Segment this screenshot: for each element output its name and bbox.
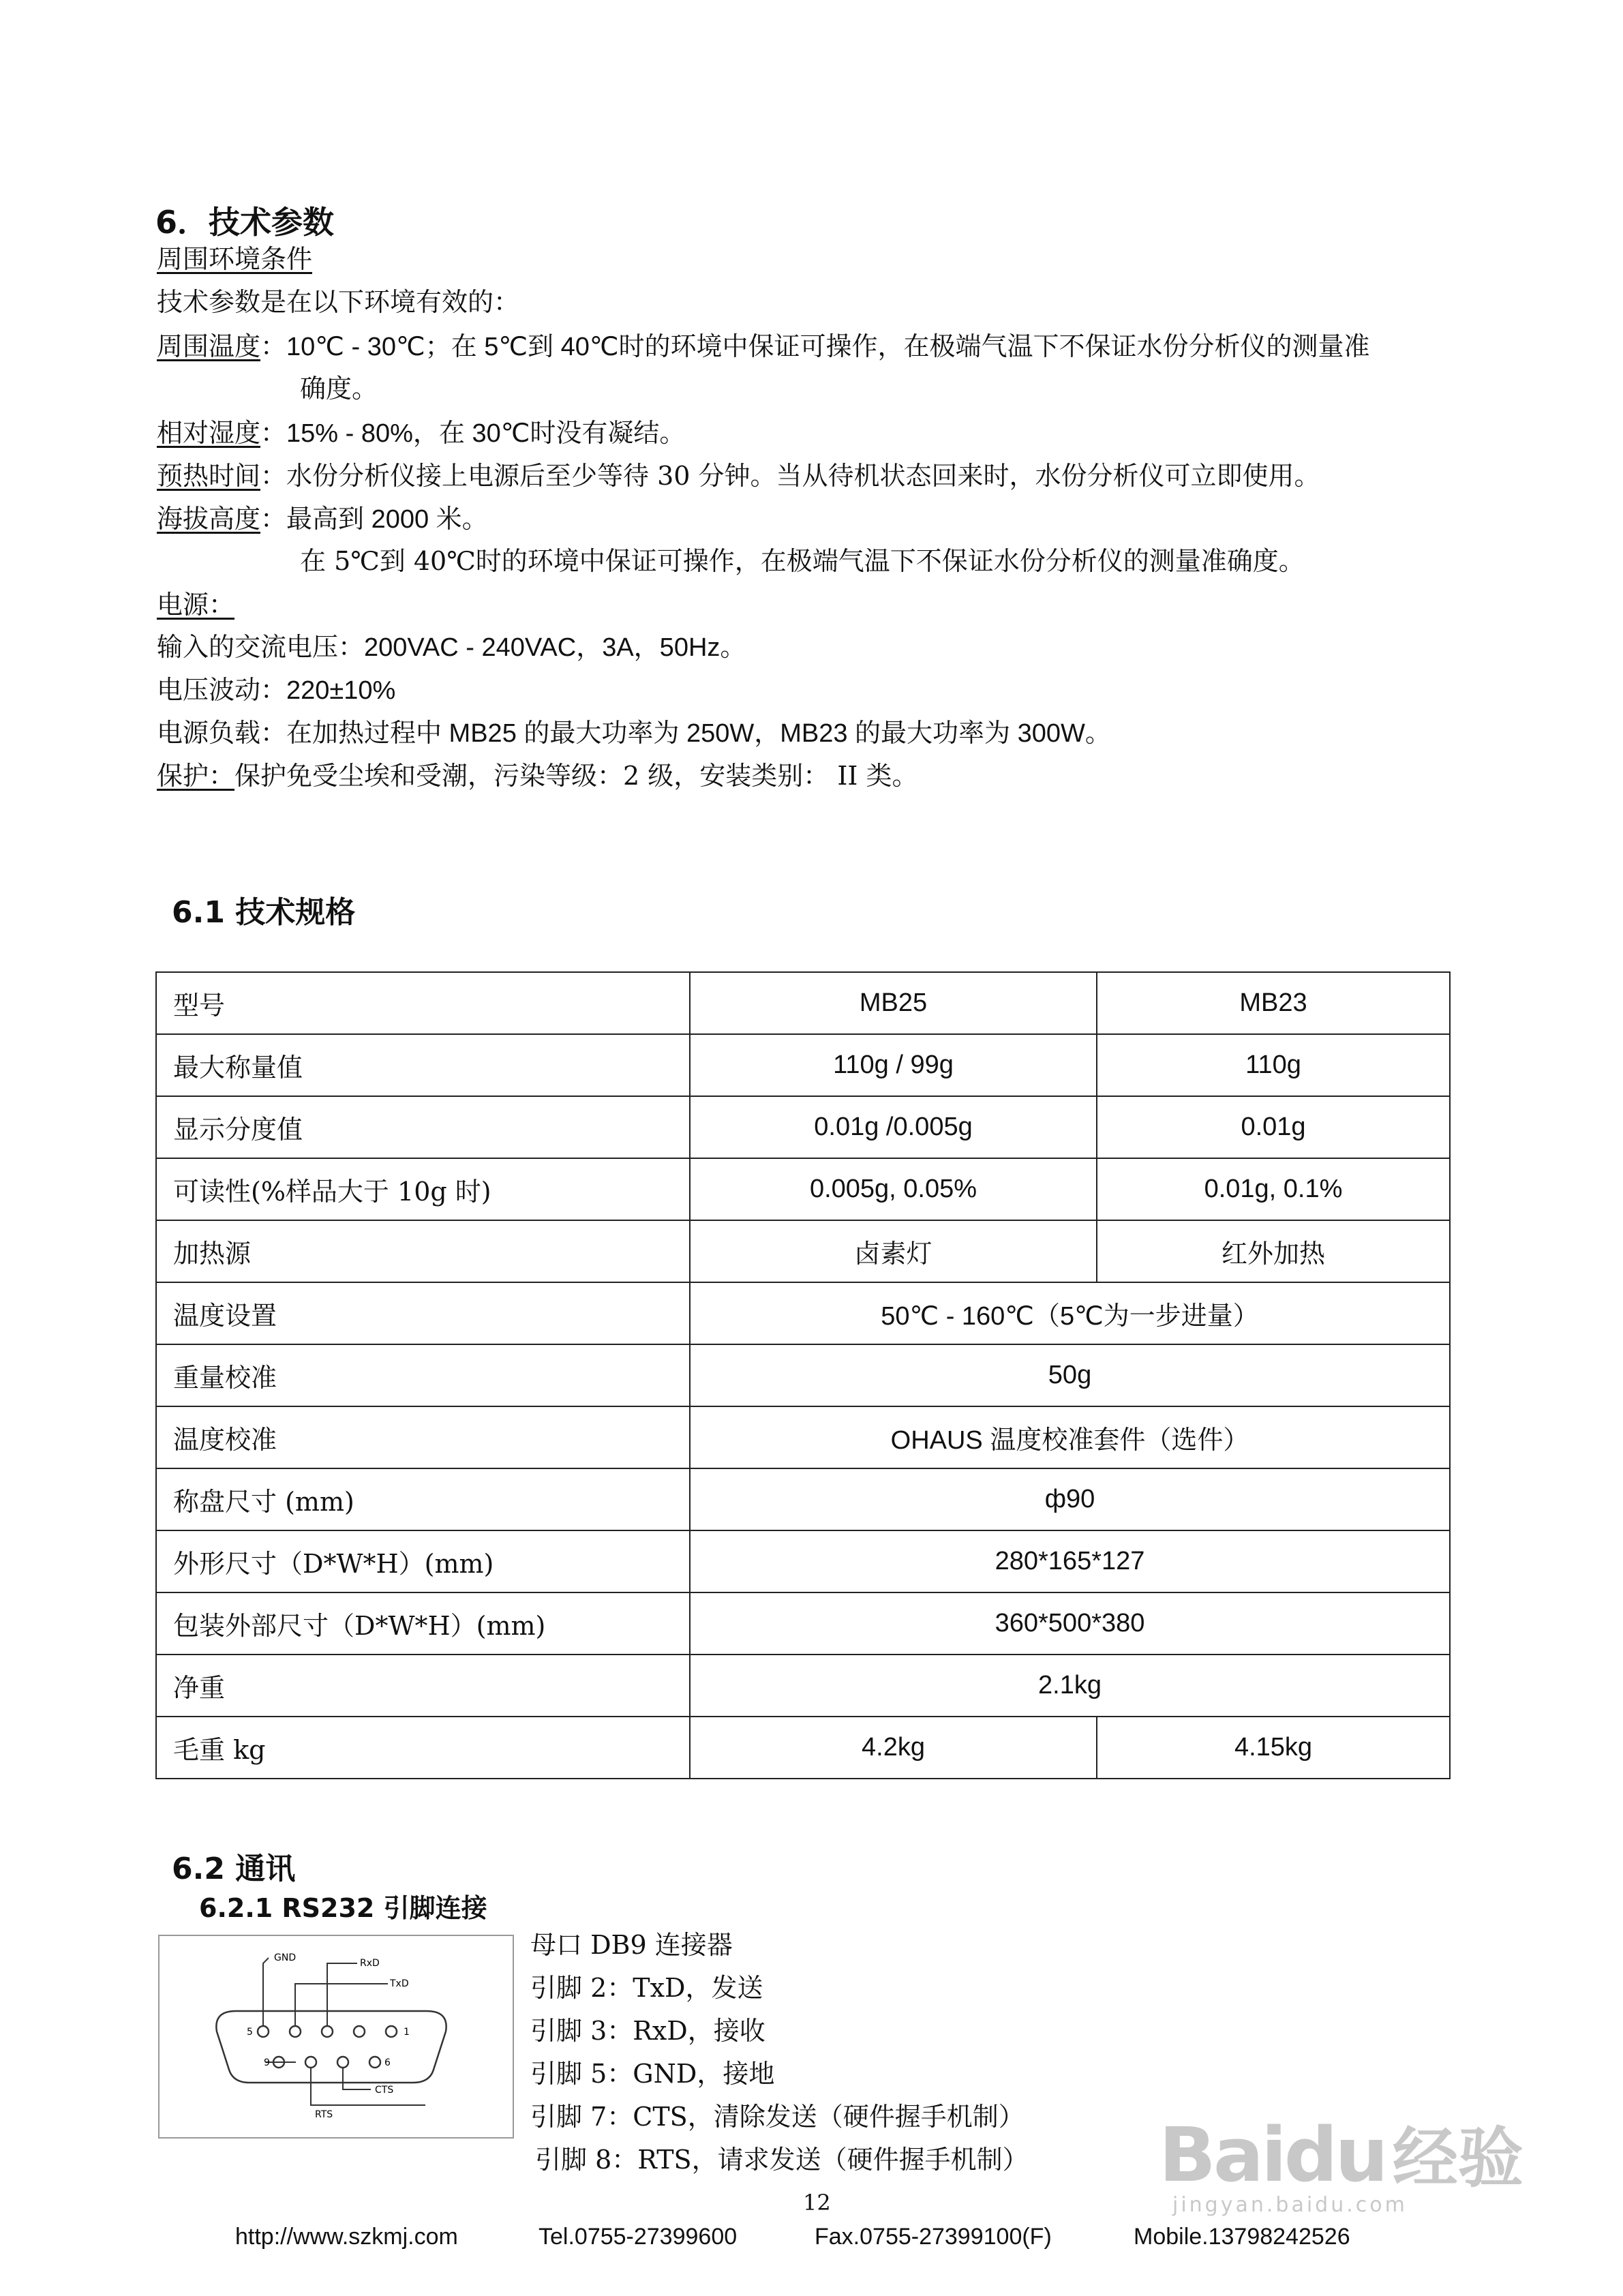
temp-text: ：10℃ - 30℃；在 5℃到 40℃时的环境中保证可操作，在极端气温下不保证水份分析仪的测量准 [260, 333, 1370, 361]
pin-description: 引脚 2：TxD，发送 [530, 1973, 763, 2003]
altitude-label: 海拔高度 [157, 504, 261, 534]
humidity-label: 相对湿度 [157, 418, 261, 448]
page-number: 12 [803, 2190, 831, 2216]
spec-mb23-cell: 110g [1097, 1034, 1450, 1096]
env-intro: 技术参数是在以下环境有效的： [157, 287, 520, 317]
warmup-text: ：水份分析仪接上电源后至少等待 30 分钟。当从待机状态回来时，水份分析仪可立即使用。 [260, 461, 1320, 491]
altitude-text-cont: 在 5℃到 40℃时的环境中保证可操作，在极端气温下不保证水份分析仪的测量准确度。 [300, 546, 1305, 576]
spec-mb25-cell: MB25 [690, 972, 1097, 1034]
section-61-title: 6.1 技术规格 [172, 895, 356, 930]
power-load: 电源负载：在加热过程中 MB25 的最大功率为 250W，MB23 的最大功率为 300W。 [157, 719, 1111, 748]
spec-row [156, 972, 1450, 1034]
spec-row [156, 1220, 1450, 1282]
pin-1-label: 1 [404, 2027, 410, 2038]
spec-label-cell: 称盘尺寸 (mm) [156, 1468, 690, 1530]
spec-mb25-cell: 0.01g /0.005g [690, 1096, 1097, 1158]
watermark-cn: 经验 [1392, 2120, 1523, 2196]
spec-label-cell: 重量校准 [156, 1344, 690, 1406]
spec-value-cell: 2.1kg [690, 1655, 1450, 1717]
spec-mb23-cell: MB23 [1097, 972, 1450, 1034]
altitude-text: ：最高到 2000 米。 [260, 505, 488, 534]
section-62-title: 6.2 通讯 [172, 1852, 296, 1886]
spec-value-cell: 50℃ - 160℃（5℃为一步进量） [690, 1282, 1450, 1344]
pin-description: 母口 DB9 连接器 [530, 1930, 733, 1960]
spec-label-cell: 净重 [156, 1655, 690, 1717]
spec-row [156, 1282, 1450, 1344]
spec-mb23-cell: 0.01g [1097, 1096, 1450, 1158]
altitude-row [157, 502, 488, 537]
env-heading: 周围环境条件 [157, 244, 313, 274]
protect-text: 保护免受尘埃和受潮，污染等级：2 级，安装类别： II 类。 [234, 761, 918, 791]
db9-connector-drawing [160, 1936, 513, 2137]
humidity-row [157, 416, 685, 451]
spec-value-cell: 280*165*127 [690, 1530, 1450, 1592]
txd-label: TxD [390, 1978, 409, 1989]
rxd-label: RxD [360, 1958, 380, 1969]
footer-mobile: Mobile.13798242526 [1134, 2224, 1350, 2250]
spec-mb25-cell: 0.005g, 0.05% [690, 1158, 1097, 1220]
protect-label: 保护： [157, 761, 235, 791]
spec-row [156, 1158, 1450, 1220]
pin-description: 引脚 7：CTS，清除发送（硬件握手机制） [530, 2102, 1025, 2132]
spec-value-cell: ф90 [690, 1468, 1450, 1530]
watermark-url: jingyan.baidu.com [1172, 2193, 1408, 2217]
spec-value-cell: OHAUS 温度校准套件（选件） [690, 1406, 1450, 1468]
voltage-fluctuation: 电压波动：220±10% [157, 676, 396, 705]
spec-mb25-cell: 110g / 99g [690, 1034, 1097, 1096]
spec-label-cell: 显示分度值 [156, 1096, 690, 1158]
spec-mb23-cell: 0.01g, 0.1% [1097, 1158, 1450, 1220]
spec-value-cell: 360*500*380 [690, 1592, 1450, 1655]
spec-row [156, 1530, 1450, 1592]
section-621-title: 6.2.1 RS232 引脚连接 [199, 1893, 487, 1923]
pin-description: 引脚 8：RTS，请求发送（硬件握手机制） [535, 2145, 1029, 2175]
footer-fax: Fax.0755-27399100(F) [815, 2224, 1052, 2250]
pin-9-label: 9 [264, 2057, 270, 2068]
spec-label-cell: 毛重 kg [156, 1717, 690, 1779]
spec-row [156, 1344, 1450, 1406]
baidu-watermark [1159, 2106, 1523, 2217]
spec-label-cell: 包装外部尺寸（D*W*H）(mm) [156, 1592, 690, 1655]
humidity-text: ：15% - 80%，在 30℃时没有凝结。 [260, 419, 686, 448]
pin-description: 引脚 3：RxD，接收 [530, 2016, 765, 2046]
power-heading: 电源： [157, 590, 235, 620]
spec-mb25-cell: 4.2kg [690, 1717, 1097, 1779]
spec-label-cell: 最大称量值 [156, 1034, 690, 1096]
spec-value-cell: 50g [690, 1344, 1450, 1406]
spec-label-cell: 型号 [156, 972, 690, 1034]
section-6-title: 6．技术参数 [155, 204, 335, 241]
spec-label-cell: 加热源 [156, 1220, 690, 1282]
spec-row [156, 1406, 1450, 1468]
spec-row [156, 1592, 1450, 1655]
pin-5-label: 5 [247, 2027, 253, 2038]
pin-description: 引脚 5：GND，接地 [530, 2059, 775, 2089]
spec-mb25-cell: 卤素灯 [690, 1220, 1097, 1282]
spec-label-cell: 可读性(%样品大于 10g 时) [156, 1158, 690, 1220]
spec-label-cell: 温度校准 [156, 1406, 690, 1468]
db9-diagram [158, 1935, 514, 2139]
spec-row [156, 1468, 1450, 1530]
cts-label: CTS [375, 2085, 394, 2096]
spec-mb23-cell: 4.15kg [1097, 1717, 1450, 1779]
rts-label: RTS [315, 2109, 333, 2120]
footer-website[interactable]: http://www.szkmj.com [235, 2224, 458, 2250]
temp-label: 周围温度 [157, 331, 261, 361]
spec-label-cell: 外形尺寸（D*W*H）(mm) [156, 1530, 690, 1592]
pin-6-label: 6 [384, 2057, 391, 2068]
spec-row [156, 1034, 1450, 1096]
spec-row [156, 1717, 1450, 1779]
warmup-label: 预热时间 [157, 461, 261, 491]
spec-label-cell: 温度设置 [156, 1282, 690, 1344]
gnd-label: GND [274, 1952, 297, 1963]
protection-row [157, 759, 917, 793]
spec-row [156, 1096, 1450, 1158]
spec-table [155, 971, 1451, 1779]
footer-tel: Tel.0755-27399600 [539, 2224, 738, 2250]
temp-row [157, 329, 1370, 364]
temp-text-cont: 确度。 [300, 374, 378, 404]
input-voltage: 输入的交流电压：200VAC - 240VAC，3A，50Hz。 [157, 633, 746, 662]
watermark-brand: Baidu [1159, 2111, 1386, 2199]
spec-row [156, 1655, 1450, 1717]
spec-mb23-cell: 红外加热 [1097, 1220, 1450, 1282]
warmup-row [157, 459, 1320, 493]
